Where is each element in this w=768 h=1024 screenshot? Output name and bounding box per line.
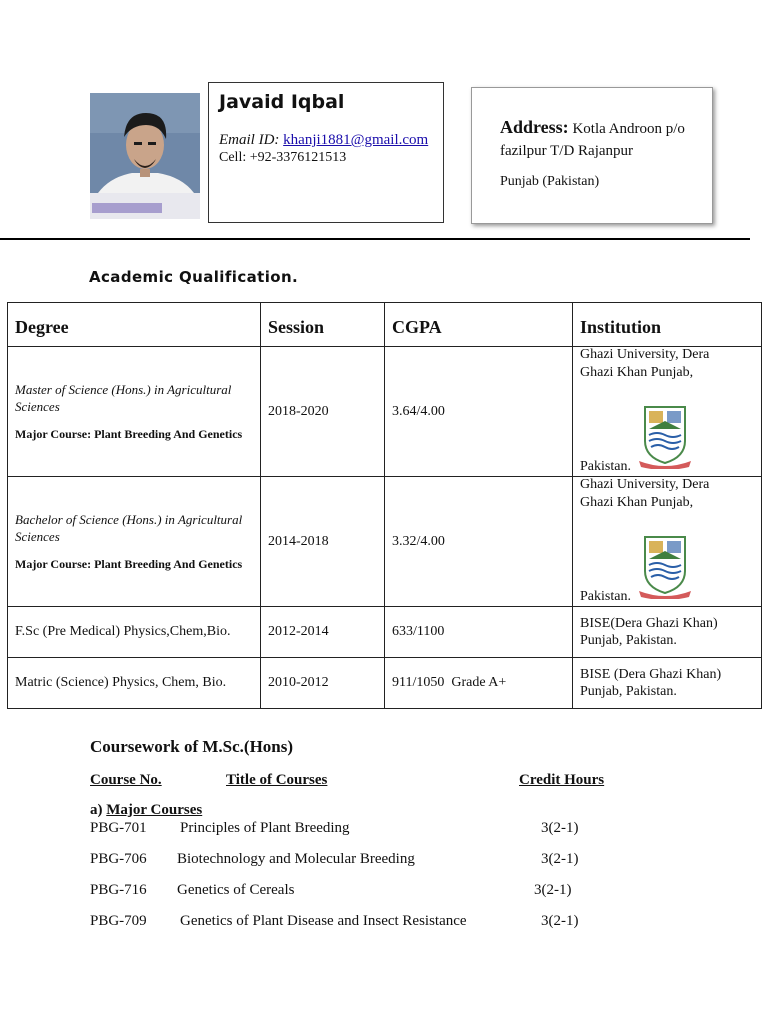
- session-cell: 2012-2014: [261, 607, 385, 658]
- course-title: Genetics of Plant Disease and Insect Resistance: [180, 913, 467, 929]
- institution-name: Ghazi University, Dera Ghazi Khan Punjab,: [580, 347, 710, 380]
- cgpa-cell: 911/1050 Grade A+: [385, 658, 573, 709]
- degree-major: Major Course: Plant Breeding And Genetics: [15, 427, 243, 441]
- person-photo-icon: [90, 93, 200, 219]
- institution-cell: BISE(Dera Ghazi Khan) Punjab, Pakistan.: [573, 607, 762, 658]
- qualification-table: [7, 302, 762, 709]
- course-credit: 3(2-1): [534, 882, 572, 898]
- col-degree: Degree: [8, 303, 261, 347]
- table-row: [8, 607, 762, 658]
- cgpa-cell: 3.64/4.00: [385, 347, 573, 477]
- course-title: Biotechnology and Molecular Breeding: [177, 851, 415, 867]
- course-title: Principles of Plant Breeding: [180, 820, 350, 836]
- course-no: PBG-701: [90, 820, 147, 836]
- col-cgpa: CGPA: [385, 303, 573, 347]
- course-credit: 3(2-1): [541, 913, 579, 929]
- table-row: [8, 658, 762, 709]
- degree-cell: [8, 477, 261, 607]
- email-link[interactable]: khanji1881@gmail.com: [283, 132, 429, 148]
- major-title: Major Courses: [106, 802, 203, 818]
- university-logo-icon: [637, 531, 693, 599]
- institution-cell: BISE (Dera Ghazi Khan) Punjab, Pakistan.: [573, 658, 762, 709]
- session-cell: 2018-2020: [261, 347, 385, 477]
- course-credit: 3(2-1): [541, 820, 579, 836]
- institution-cell: [573, 477, 762, 607]
- header-divider: [0, 238, 750, 240]
- institution-country: Pakistan.: [580, 589, 631, 604]
- major-prefix: a): [90, 802, 103, 818]
- address-label: Address:: [500, 117, 569, 137]
- address-region: Punjab (Pakistan): [500, 174, 600, 189]
- institution-country: Pakistan.: [580, 459, 631, 474]
- email-label: Email ID:: [219, 132, 280, 148]
- degree-cell: Matric (Science) Physics, Chem, Bio.: [8, 658, 261, 709]
- degree-cell: [8, 347, 261, 477]
- table-row: [8, 347, 762, 477]
- session-cell: 2014-2018: [261, 477, 385, 607]
- session-cell: 2010-2012: [261, 658, 385, 709]
- cgpa-cell: 3.32/4.00: [385, 477, 573, 607]
- email-line: [219, 132, 428, 149]
- col-institution: Institution: [573, 303, 762, 347]
- course-no: PBG-716: [90, 882, 147, 898]
- address-box: [471, 87, 713, 224]
- course-no-header: Course No.: [90, 772, 162, 788]
- course-no: PBG-709: [90, 913, 147, 929]
- cell-number: Cell: +92-3376121513: [219, 150, 347, 165]
- address-value: Kotla Androon p/o fazilpur T/D Rajanpur: [500, 121, 685, 159]
- cgpa-cell: 633/1100: [385, 607, 573, 658]
- degree-cell: F.Sc (Pre Medical) Physics,Chem,Bio.: [8, 607, 261, 658]
- course-title-header: Title of Courses: [226, 772, 328, 788]
- candidate-name: Javaid Iqbal: [219, 91, 345, 113]
- academic-heading: Academic Qualification.: [89, 268, 299, 286]
- institution-name: Ghazi University, Dera Ghazi Khan Punjab,: [580, 477, 710, 510]
- coursework-heading: Coursework of M.Sc.(Hons): [90, 737, 294, 756]
- degree-title: Master of Science (Hons.) in Agricultural Sciences: [15, 382, 232, 414]
- course-title: Genetics of Cereals: [177, 882, 295, 898]
- table-header-row: [8, 303, 762, 347]
- table-row: [8, 477, 762, 607]
- institution-cell: [573, 347, 762, 477]
- degree-title: Bachelor of Science (Hons.) in Agricultural Sciences: [15, 512, 243, 544]
- profile-photo: [90, 93, 200, 219]
- course-credit: 3(2-1): [541, 851, 579, 867]
- degree-major: Major Course: Plant Breeding And Genetics: [15, 557, 243, 571]
- credit-hours-header: Credit Hours: [519, 772, 605, 788]
- contact-box: [208, 82, 444, 223]
- course-no: PBG-706: [90, 851, 147, 867]
- address-line: [500, 116, 700, 162]
- major-courses-label: [90, 802, 202, 819]
- col-session: Session: [261, 303, 385, 347]
- university-logo-icon: [637, 401, 693, 469]
